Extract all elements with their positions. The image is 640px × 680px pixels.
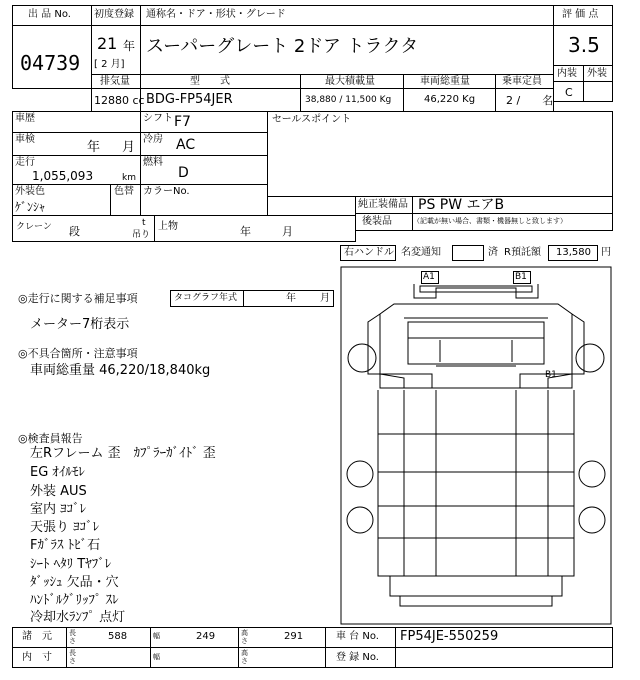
divider — [154, 215, 155, 242]
chassis-value: FP54JE-550259 — [400, 629, 499, 644]
damage-mark-b1-side: B1 — [545, 370, 557, 380]
recycle-fee-value: 13,580 — [556, 247, 591, 258]
width-label: 幅 — [153, 632, 160, 640]
divider — [91, 88, 554, 89]
divider — [150, 627, 151, 668]
divider — [12, 132, 268, 133]
inspector-line: 冷却水ﾗﾝﾌﾟ 点灯 — [30, 610, 126, 625]
color-change-label: 色替 — [114, 186, 134, 197]
gross-weight-label: 車両総重量 — [420, 76, 470, 87]
truck-diagram — [340, 266, 612, 626]
inner-height-label: 高さ — [241, 649, 248, 665]
shift-label: シフト — [143, 113, 173, 124]
recycle-fee-label: R預託額 — [504, 247, 541, 258]
divider — [300, 74, 301, 112]
displacement-label: 排気量 — [100, 76, 130, 87]
inspection-year: 年 — [87, 140, 101, 155]
inner-dims-label: 内 寸 — [22, 652, 52, 663]
aircon-value: AC — [176, 137, 196, 153]
first-reg-label: 初度登録 — [94, 9, 134, 20]
capacity-label: 乗車定員 — [502, 76, 542, 87]
crane-label: クレーン — [16, 222, 52, 232]
divider — [395, 627, 396, 668]
crane-month: 月 — [282, 225, 293, 238]
inspector-line: ｼｰﾄ ﾍﾀﾘ Tﾔﾌﾞﾚ — [30, 557, 112, 572]
handle-value: 右ハンドル — [344, 247, 394, 258]
divider — [325, 627, 326, 668]
driving-notes-label: ◎走行に関する補足事項 — [18, 292, 138, 305]
interior-grade: C — [565, 86, 573, 99]
inner-length-label: 長さ — [69, 649, 76, 665]
lot-label: 出 品 No. — [28, 9, 71, 20]
crane-row — [12, 215, 356, 242]
inspection-month: 月 — [122, 140, 136, 155]
interior-label: 内装 — [557, 68, 577, 79]
length-label: 長さ — [69, 629, 76, 645]
dims-label: 諸 元 — [22, 631, 52, 642]
capacity-value: 2 / 名 — [506, 94, 554, 107]
model-value: BDG-FP54JER — [146, 92, 233, 107]
aftermarket-label: 後装品 — [362, 216, 392, 227]
divider — [66, 627, 67, 668]
shift-value: F7 — [174, 114, 191, 130]
grade-label: 通称名・ドア・形状・グレード — [146, 9, 286, 20]
inspector-label: ◎検査員報告 — [18, 432, 83, 445]
name-change-label: 名変通知 — [401, 247, 441, 258]
exterior-label: 外装 — [587, 68, 607, 79]
registration-label: 登 録 No. — [336, 652, 379, 663]
width-value: 249 — [196, 631, 216, 642]
driving-note: メーター7桁表示 — [30, 317, 130, 332]
divider — [243, 290, 244, 307]
divider — [583, 65, 584, 102]
divider — [12, 25, 92, 26]
equipment-value: PS PW エアB — [418, 197, 505, 213]
first-reg-month: [ 2 月] — [94, 59, 125, 70]
crane-top-label: 上物 — [158, 221, 178, 232]
divider — [110, 184, 111, 216]
tacho-year: 年 — [286, 293, 296, 304]
divider — [495, 74, 496, 112]
crane-stage: 段 — [69, 225, 80, 238]
fuel-value: D — [178, 165, 189, 181]
ext-color-label: 外装色 — [15, 186, 45, 197]
crane-hang: 吊り — [132, 230, 151, 240]
inspector-line: 外装 AUS — [30, 484, 87, 499]
score-value: 3.5 — [568, 33, 600, 57]
aftermarket-note: （記載が無い場合、書類・機器無しと致します） — [413, 217, 567, 225]
tacho-label: タコグラフ年式 — [174, 293, 238, 303]
mileage-label: 走行 — [15, 157, 35, 168]
inspection-label: 車検 — [15, 134, 35, 145]
inspector-line: 室内 ﾖｺﾞﾚ — [30, 502, 87, 517]
recycle-status: 済 — [488, 247, 498, 258]
year-unit: 年 — [123, 39, 136, 53]
ext-color-value: ｹﾞﾝｼｬ — [15, 200, 46, 214]
model-label: 型 式 — [190, 76, 230, 87]
divider — [553, 81, 613, 82]
chassis-label: 車 台 No. — [336, 631, 379, 642]
max-load-label: 最大積載量 — [325, 76, 375, 87]
divider — [403, 74, 404, 112]
fuel-label: 燃料 — [143, 157, 163, 168]
tacho-month: 月 — [320, 293, 330, 304]
divider — [12, 647, 613, 648]
damage-mark-b1-top: B1 — [515, 272, 527, 282]
defect-note: 車両総重量 46,220/18,840kg — [30, 363, 211, 378]
height-value: 291 — [284, 631, 304, 642]
divider — [355, 213, 613, 214]
crane-year: 年 — [240, 225, 251, 238]
score-label: 評 価 点 — [562, 9, 599, 20]
inner-width-label: 幅 — [153, 653, 160, 661]
grade-value: スーパーグレート 2ドア トラクタ — [146, 36, 419, 57]
divider — [12, 184, 268, 185]
height-label: 高さ — [241, 629, 248, 645]
inspector-line: EG ｵｲﾙﾓﾚ — [30, 465, 85, 480]
crane-load-t: t — [142, 218, 146, 228]
inspector-line: 左Rフレーム 歪 ｶﾌﾟﾗｰｶﾞｲﾄﾞ 歪 — [30, 446, 216, 461]
inspector-line: Fｶﾞﾗｽ ﾄﾋﾞ石 — [30, 538, 101, 553]
equipment-label: 純正装備品 — [358, 199, 408, 210]
inspector-line: ﾊﾝﾄﾞﾙｸﾞﾘｯﾌﾟ ｽﾚ — [30, 593, 119, 608]
aircon-label: 冷房 — [143, 134, 163, 145]
mileage-value: 1,055,093 — [32, 169, 94, 183]
divider — [553, 25, 613, 26]
defect-label: ◎不具合箇所・注意事項 — [18, 347, 138, 360]
history-label: 車歴 — [15, 113, 35, 124]
damage-mark-a1: A1 — [423, 272, 435, 282]
displacement-value: 12880 cc — [94, 94, 145, 107]
lot-number: 04739 — [20, 51, 81, 75]
yen-unit: 円 — [601, 247, 611, 258]
mileage-unit: km — [122, 173, 136, 183]
max-load-value: 38,880 / 11,500 Kg — [305, 95, 392, 105]
gross-weight-value: 46,220 Kg — [424, 94, 476, 105]
length-value: 588 — [108, 631, 128, 642]
color-no-label: カラーNo. — [143, 186, 190, 197]
divider — [12, 155, 268, 156]
first-reg-year: 21 — [97, 34, 118, 53]
inspector-line: 天張り ﾖｺﾞﾚ — [30, 520, 100, 535]
divider — [140, 111, 141, 216]
inspector-line: ﾀﾞｯｼｭ 欠品・穴 — [30, 575, 119, 590]
sales-point-label: セールスポイント — [272, 114, 352, 125]
divider — [238, 627, 239, 668]
name-change-box — [452, 245, 484, 261]
